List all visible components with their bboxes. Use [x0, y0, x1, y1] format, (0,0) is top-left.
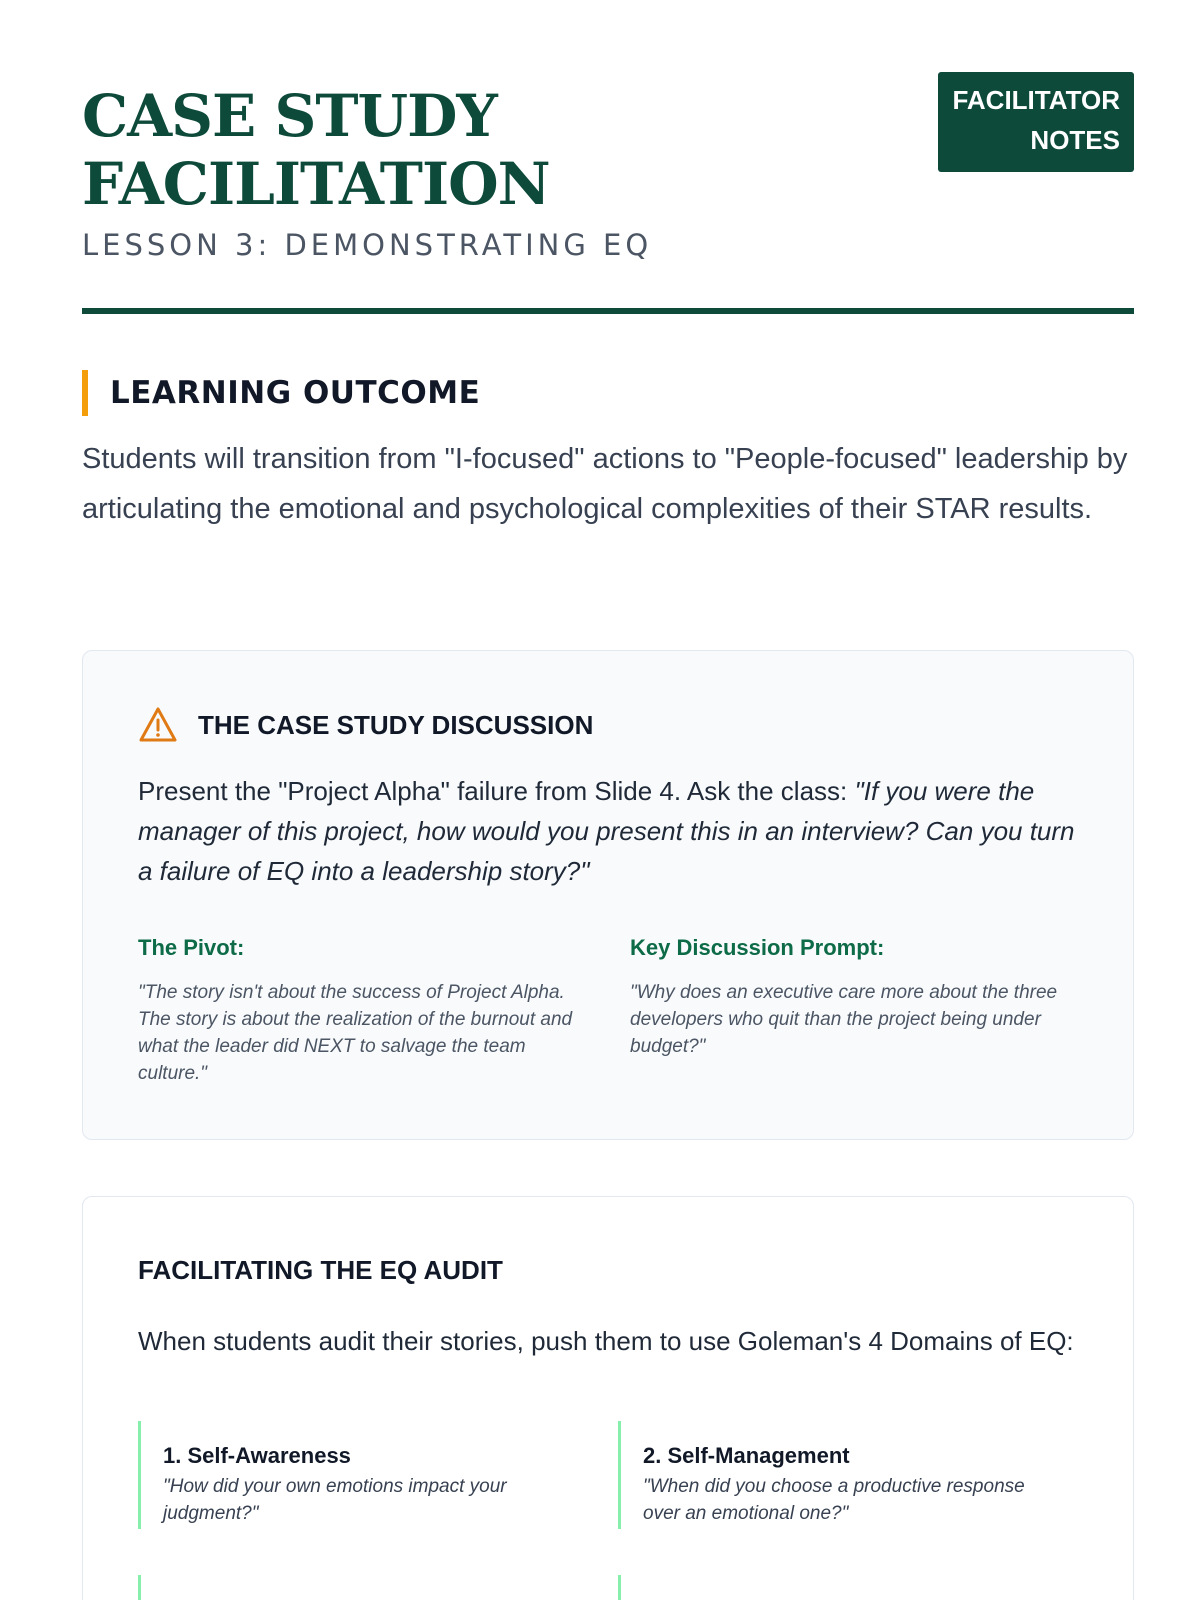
header-divider [82, 308, 1134, 314]
badge-line-2: NOTES [1030, 125, 1120, 155]
lesson-subtitle: LESSON 3: DEMONSTRATING EQ [82, 228, 653, 262]
key-prompt-title: Key Discussion Prompt: [630, 935, 885, 960]
domain-placeholder-4 [618, 1575, 1058, 1600]
domain-title: 2. Self-Management [643, 1443, 850, 1468]
key-prompt-text: "Why does an executive care more about the three developers who quit than the project being under budget?" [630, 982, 1058, 1057]
title-line-1: CASE STUDY [82, 82, 497, 150]
domain-self-management [618, 1421, 1058, 1529]
discussion-heading [138, 705, 593, 745]
discussion-heading-label: THE CASE STUDY DISCUSSION [198, 709, 594, 740]
learning-outcome-text: Students will transition from "I-focused" actions to "People-focused" leadership by articulating the emotional and psychological complexities of their STAR results. [82, 443, 1128, 525]
eq-audit-heading: FACILITATING THE EQ AUDIT [138, 1255, 503, 1285]
pivot-title: The Pivot: [138, 935, 245, 960]
domain-text: "When did you choose a productive response over an emotional one?" [643, 1476, 1025, 1524]
warning-triangle-icon [138, 705, 178, 745]
domain-text: "How did your own emotions impact your judgment?" [163, 1476, 507, 1524]
domain-self-awareness [138, 1421, 578, 1529]
discussion-intro-text: Present the "Project Alpha" failure from Slide 4. Ask the class: [138, 776, 855, 806]
domain-title: 1. Self-Awareness [163, 1443, 351, 1468]
key-prompt-column [630, 935, 1070, 1060]
eq-audit-card [82, 1196, 1134, 1600]
page-title [82, 82, 782, 218]
badge-line-1: FACILITATOR [952, 85, 1120, 115]
domain-placeholder-3 [138, 1575, 578, 1600]
discussion-intro [138, 771, 1078, 891]
title-line-2: FACILITATION [82, 150, 550, 218]
case-study-discussion-card [82, 650, 1134, 1140]
facilitator-notes-badge [938, 72, 1134, 172]
discussion-question: "If you were the manager of this project, how would you present this in an interview? Can you turn a failure of EQ into a leadership story?" [138, 776, 1075, 886]
pivot-column [138, 935, 583, 1087]
pivot-text: "The story isn't about the success of Project Alpha. The story is about the realization of the burnout and what the leader did NEXT to salvage the team culture." [138, 982, 573, 1084]
eq-audit-intro: When students audit their stories, push them to use Goleman's 4 Domains of EQ: [138, 1326, 1074, 1356]
page-header [82, 82, 1134, 322]
facilitation-page [82, 0, 1134, 1600]
learning-outcome-heading: LEARNING OUTCOME [82, 370, 480, 416]
